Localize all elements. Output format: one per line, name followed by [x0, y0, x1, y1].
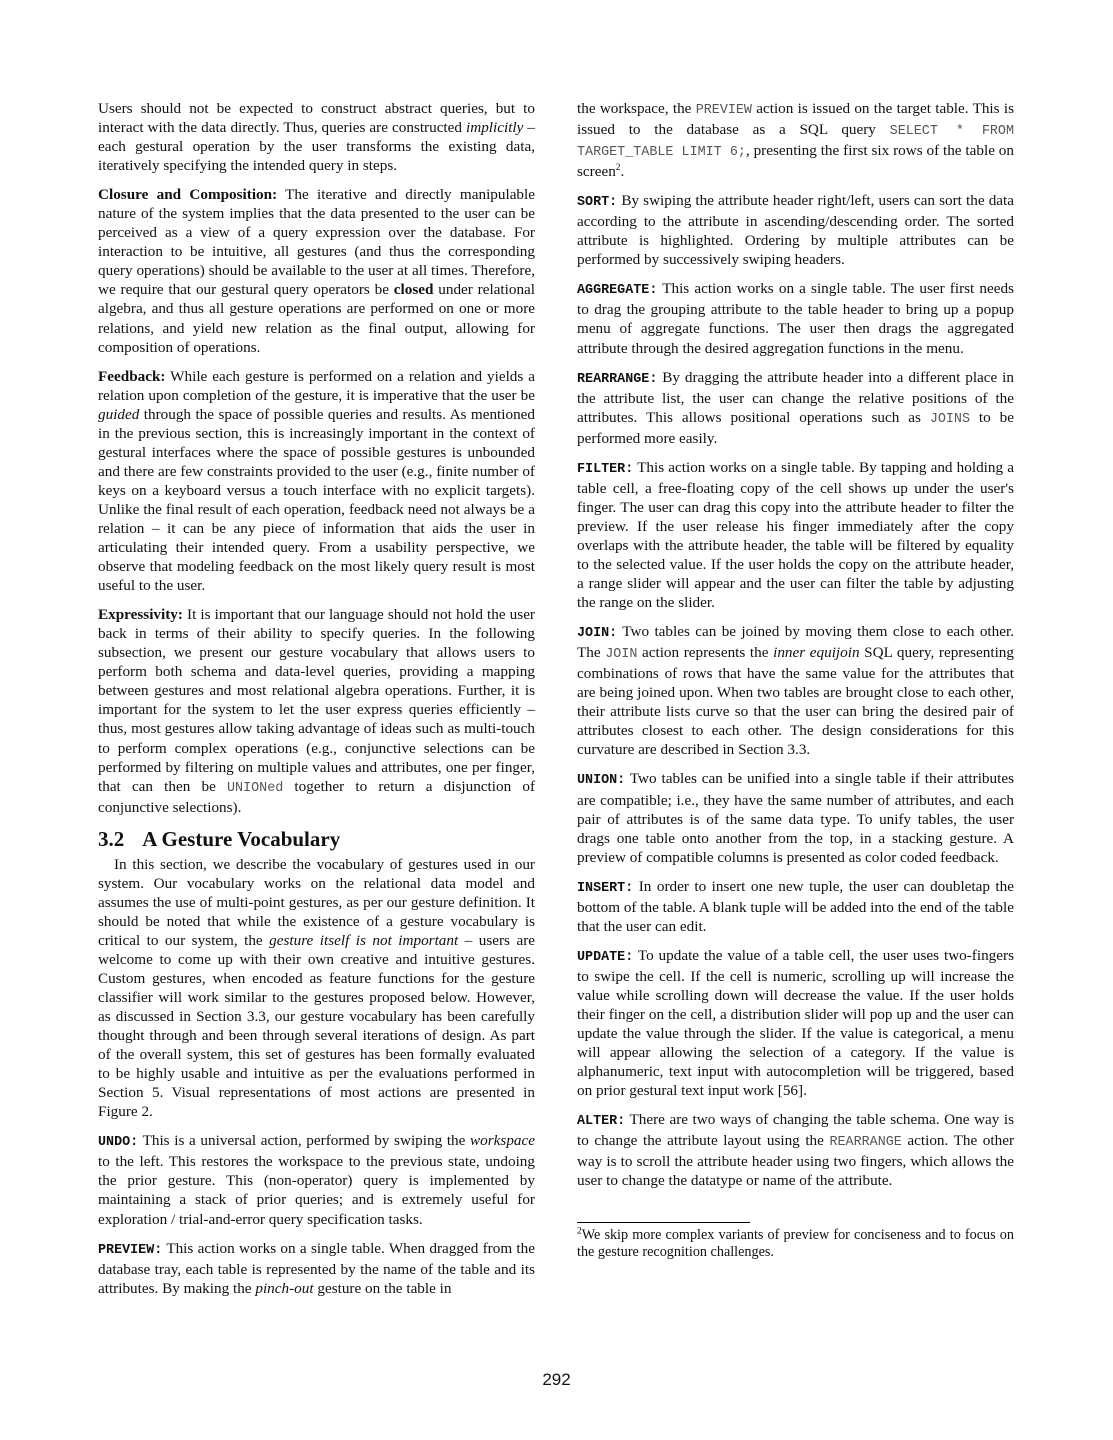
- paragraph-filter: FILTER: This action works on a single table. By tapping and holding a table cell, a free-floating copy of the cell shows up under the user's finger. The user can drag this copy into the attribute header to filter the preview. If the user release his finger immediately after the copy overlaps with the attribute header, the table will be filtered by equality to the selected value. If the user holds the copy on the attribute header, a range slider will appear and the user can filter the table by adjusting the range on the slider.: [577, 458, 1014, 612]
- paragraph-vocabulary: In this section, we describe the vocabulary of gestures used in our system. Our vocabulary works on the relational data model and assumes the use of multi-point gestures, as per our gesture definition. It should be noted that while the existence of a gesture vocabulary is critical to our system, the gesture itself is not important – users are welcome to come up with their own creative and intuitive gestures. Custom gestures, when encoded as feature functions for the gesture classifier will work similar to the gestures proposed below. However, as discussed in Section 3.3, our gesture vocabulary has been carefully thought through and been through several iterations of design. As part of the overall system, this set of gestures has been formally evaluated to be highly usable and intuitive as per the evaluations performed in Section 5. Visual representations of most actions are presented in Figure 2.: [98, 855, 535, 1121]
- page-number: 292: [542, 1370, 571, 1389]
- section-heading: 3.2 A Gesture Vocabulary: [98, 826, 341, 851]
- paragraph-aggregate: AGGREGATE: This action works on a single table. The user first needs to drag the grouping attribute to the table header to bring up a popup menu of aggregate functions. The user then drags the aggregated attribute through the desired aggregation functions in the menu.: [577, 280, 1014, 357]
- run-in-heading: Expressivity:: [98, 606, 183, 624]
- paragraph-closure: Closure and Composition: The iterative and directly manipulable nature of the system implies that the data presented to the user can be perceived as a view of a query expression over the database. For interaction to be intuitive, all gestures (and thus the corresponding query operations) should be available to the user at all times. Therefore, we require that our gestural query operators be closed under relational algebra, and thus all gesture operations are performed on one or more relations, and yield new relation as the final output, allowing for composition of operations.: [98, 186, 535, 356]
- footnote: $^2$We skip more complex variants of preview for conciseness and to focus on the gesture recognition challenges.: [577, 1226, 1014, 1261]
- paragraph-undo: UNDO: This is a universal action, performed by swiping the workspace to the left. This restores the workspace to the previous state, undoing the prior gesture. This (non-operator) query is implemented by maintaining a stack of prior queries; and is extremely useful for exploration / trial-and-error query specification tasks.: [98, 1132, 535, 1228]
- left-column: [98, 99, 535, 1308]
- paragraph-preview: PREVIEW: This action works on a single table. When dragged from the database tray, each table is represented by the name of the table and its attributes. By making the pinch-out gesture on the table in: [98, 1239, 535, 1297]
- run-in-heading: Closure and Composition:: [98, 186, 278, 204]
- paragraph-union: UNION: Two tables can be unified into a single table if their attributes are compatible; i.e., they have the same number of attributes, and each pair of attributes is of the same data type. To unify tables, the user drags one table onto another from the top, in a stacking gesture. A preview of compatible columns is presented as color coded feedback.: [577, 770, 1014, 866]
- paragraph-feedback: Feedback: While each gesture is performed on a relation and yields a relation upon completion of the gesture, it is imperative that the user be guided through the space of possible queries and results. As mentioned in the previous section, this is increasingly important in the context of gestural interfaces where the space of possible gestures is unbounded and there are few constraints provided to the user (e.g., finite number of keys on a keyboard versus a touch interface with no explicit targets). Unlike the final result of each operation, feedback need not always be a relation – it can be any piece of information that aids the user in articulating their intended query. From a usability perspective, we observe that modeling feedback on the most likely query result is most useful to the user.: [98, 367, 535, 595]
- paragraph-expressivity: Expressivity: It is important that our language should not hold the user back in terms of their ability to specify queries. In the following subsection, we present our gesture vocabulary that allows users to perform both schema and data-level queries, providing a mapping between gestures and most relational algebra operations. Further, it is important for the system to let the user express queries efficiently – thus, most gestures allow taking advantage of ideas such as multi-touch to perform complex operations (e.g., conjunctive selections can be performed by filtering on multiple values and attributes, one per finger, that can then be UNIONed together to return a disjunction of conjunctive selections).: [98, 606, 535, 816]
- paragraph-alter: ALTER: There are two ways of changing the table schema. One way is to change the attribute layout using the REARRANGE action. The other way is to scroll the attribute header using two fingers, which allows the user to change the datatype or name of the attribute.: [577, 1111, 1015, 1190]
- footnote-rule: [577, 1222, 750, 1223]
- right-column: [577, 99, 1014, 1261]
- paragraph-intro: Users should not be expected to construct abstract queries, but to interact with the data directly. Thus, queries are constructed implicitly – each gestural operation by the user transforms the existing data, iteratively specifying the intended query in steps.: [98, 100, 535, 175]
- paragraph-update: UPDATE: To update the value of a table cell, the user uses two-fingers to swipe the cell. If the cell is numeric, scrolling up will increase the value while scrolling down will decrease the value. If the user holds their finger on the cell, a distribution slider will pop up and the user can update the value through the slider. If the value is categorical, a menu will appear allowing the selection of a category. If the value is alphanumeric, text input with autocompletion will be triggered, based on prior gestural text input work [56].: [577, 946, 1014, 1100]
- paragraph-sort: SORT: By swiping the attribute header right/left, users can sort the data according to the attribute in ascending/descending order. The sorted attribute is highlighted. Ordering by multiple attributes can be performed by successively swiping headers.: [577, 192, 1014, 269]
- paragraph-join: JOIN: Two tables can be joined by moving them close to each other. The JOIN action represents the inner equijoin SQL query, representing combinations of rows that have the same value for the attributes that are being joined upon. When two tables are brought close to each other, their attribute lists curve so that the user can bring the desired pair of attributes closest to each other. The design considerations for this curvature are described in Section 3.3.: [577, 623, 1014, 759]
- run-in-heading: Feedback:: [98, 367, 166, 385]
- paragraph-rearrange: REARRANGE: By dragging the attribute header into a different place in the attribute list, the user can change the relative positions of the attributes. This allows positional operations such as JOINS to be performed more easily.: [577, 368, 1014, 447]
- paragraph-insert: INSERT: In order to insert one new tuple, the user can doubletap the bottom of the table. A blank tuple will be added into the end of the table that the user can edit.: [577, 877, 1014, 935]
- footnote-marker: 2: [615, 163, 621, 174]
- paragraph-preview-continued: the workspace, the PREVIEW action is issued on the target table. This is issued to the database as a SQL query SELECT * FROM TARGET_TABLE LIMIT 6;, presenting the first six rows of the table on screen$^2$.: [577, 100, 1015, 181]
